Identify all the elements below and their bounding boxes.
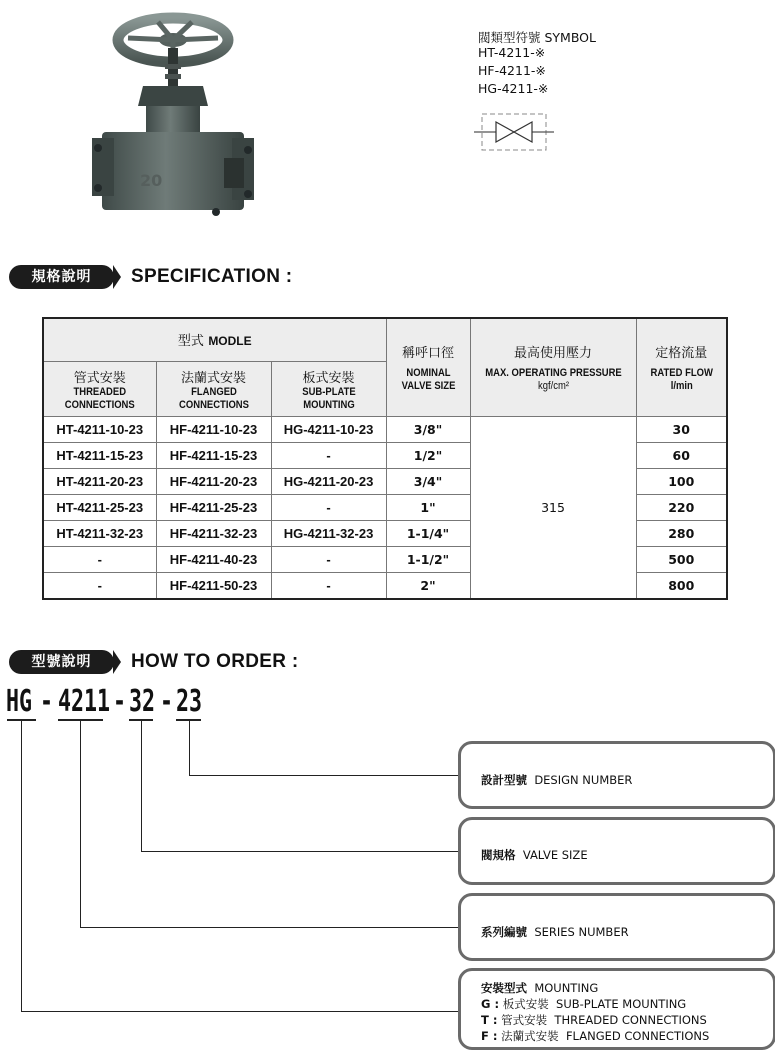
code-series-hg: HG: [6, 684, 33, 719]
cell-size: 2": [386, 573, 470, 600]
cell-subplate: HG-4211-10-23: [271, 417, 386, 443]
order-title: HOW TO ORDER :: [131, 651, 299, 672]
cell-subplate: HG-4211-32-23: [271, 521, 386, 547]
cell-flanged: HF-4211-50-23: [156, 573, 271, 600]
cell-subplate: -: [271, 547, 386, 573]
design-number-label: 設計型號 DESIGN NUMBER: [481, 773, 633, 787]
mounting-option-f: F : 法蘭式安裝 FLANGED CONNECTIONS: [481, 1029, 710, 1043]
code-dash-1: -: [40, 684, 54, 719]
table-row: [43, 417, 727, 443]
connector-design-h: [189, 775, 458, 776]
connector-size: [141, 721, 142, 852]
connector-size-h: [141, 851, 458, 852]
connector-mounting: [21, 721, 22, 1012]
cell-subplate: HG-4211-20-23: [271, 469, 386, 495]
cell-size: 1-1/4": [386, 521, 470, 547]
flow-header: 定格流量 RATED FLOW l/min: [636, 318, 727, 417]
cell-size: 1-1/2": [386, 547, 470, 573]
cell-flow: 60: [636, 443, 727, 469]
size-header: 稱呼口徑 NOMINAL VALVE SIZE: [386, 318, 470, 417]
mounting-option-g: G : 板式安裝 SUB-PLATE MOUNTING: [481, 997, 687, 1011]
cell-size: 3/8": [386, 417, 470, 443]
spec-tag-arrow: [113, 265, 121, 289]
spec-title: SPECIFICATION :: [131, 266, 293, 287]
cell-threaded: HT-4211-20-23: [43, 469, 156, 495]
spec-tag: 規格說明: [9, 265, 114, 289]
cell-threaded: HT-4211-15-23: [43, 443, 156, 469]
subplate-header: 板式安裝 SUB-PLATE MOUNTING: [271, 362, 386, 417]
code-series-number: 4211: [58, 684, 111, 719]
design-number-box: [458, 741, 775, 809]
svg-text:20: 20: [140, 171, 163, 190]
cell-flanged: HF-4211-15-23: [156, 443, 271, 469]
cell-subplate: -: [271, 495, 386, 521]
code-dash-3: -: [160, 684, 174, 719]
spec-table: [42, 317, 728, 600]
pressure-header: 最高使用壓力 MAX. OPERATING PRESSURE kgf/cm²: [470, 318, 636, 417]
mounting-box: [458, 968, 775, 1050]
flanged-header: 法蘭式安裝 FLANGED CONNECTIONS: [156, 362, 271, 417]
cell-size: 1/2": [386, 443, 470, 469]
symbol-model-hg: HG-4211-※: [478, 81, 549, 96]
cell-flanged: HF-4211-40-23: [156, 547, 271, 573]
cell-flanged: HF-4211-10-23: [156, 417, 271, 443]
model-header: 型式 MODLE: [43, 318, 386, 362]
valve-size-label: 閥規格 VALVE SIZE: [481, 848, 588, 862]
cell-subplate: -: [271, 443, 386, 469]
cell-flow: 280: [636, 521, 727, 547]
connector-design: [189, 721, 190, 775]
cell-threaded: HT-4211-32-23: [43, 521, 156, 547]
threaded-header: 管式安裝 THREADED CONNECTIONS: [43, 362, 156, 417]
mounting-option-t: T : 管式安裝 THREADED CONNECTIONS: [481, 1013, 707, 1027]
cell-flow: 100: [636, 469, 727, 495]
code-dash-2: -: [113, 684, 127, 719]
cell-flow: 800: [636, 573, 727, 600]
cell-size: 1": [386, 495, 470, 521]
order-tag: 型號說明: [9, 650, 114, 674]
cell-flow: 220: [636, 495, 727, 521]
cell-flanged: HF-4211-25-23: [156, 495, 271, 521]
cell-threaded: -: [43, 573, 156, 600]
cell-size: 3/4": [386, 469, 470, 495]
cell-flanged: HF-4211-20-23: [156, 469, 271, 495]
order-tag-arrow: [113, 650, 121, 674]
valve-size-box: [458, 817, 775, 885]
valve-symbol-icon: [474, 110, 554, 154]
series-number-box: [458, 893, 775, 961]
cell-flanged: HF-4211-32-23: [156, 521, 271, 547]
series-number-label: 系列編號 SERIES NUMBER: [481, 925, 629, 939]
mounting-label: 安裝型式 MOUNTING: [481, 981, 599, 995]
cell-flow: 500: [636, 547, 727, 573]
symbol-title: 閥類型符號 SYMBOL: [478, 30, 596, 45]
code-valve-size: 32: [129, 684, 156, 719]
symbol-model-ht: HT-4211-※: [478, 45, 546, 60]
code-design-number: 23: [176, 684, 203, 719]
cell-threaded: HT-4211-10-23: [43, 417, 156, 443]
cell-flow: 30: [636, 417, 727, 443]
cell-subplate: -: [271, 573, 386, 600]
cell-threaded: HT-4211-25-23: [43, 495, 156, 521]
symbol-model-hf: HF-4211-※: [478, 63, 546, 78]
connector-series-h: [80, 927, 458, 928]
connector-series: [80, 721, 81, 928]
valve-photo: [88, 8, 258, 230]
cell-pressure: 315: [470, 417, 636, 600]
cell-threaded: -: [43, 547, 156, 573]
connector-mounting-h: [21, 1011, 458, 1012]
